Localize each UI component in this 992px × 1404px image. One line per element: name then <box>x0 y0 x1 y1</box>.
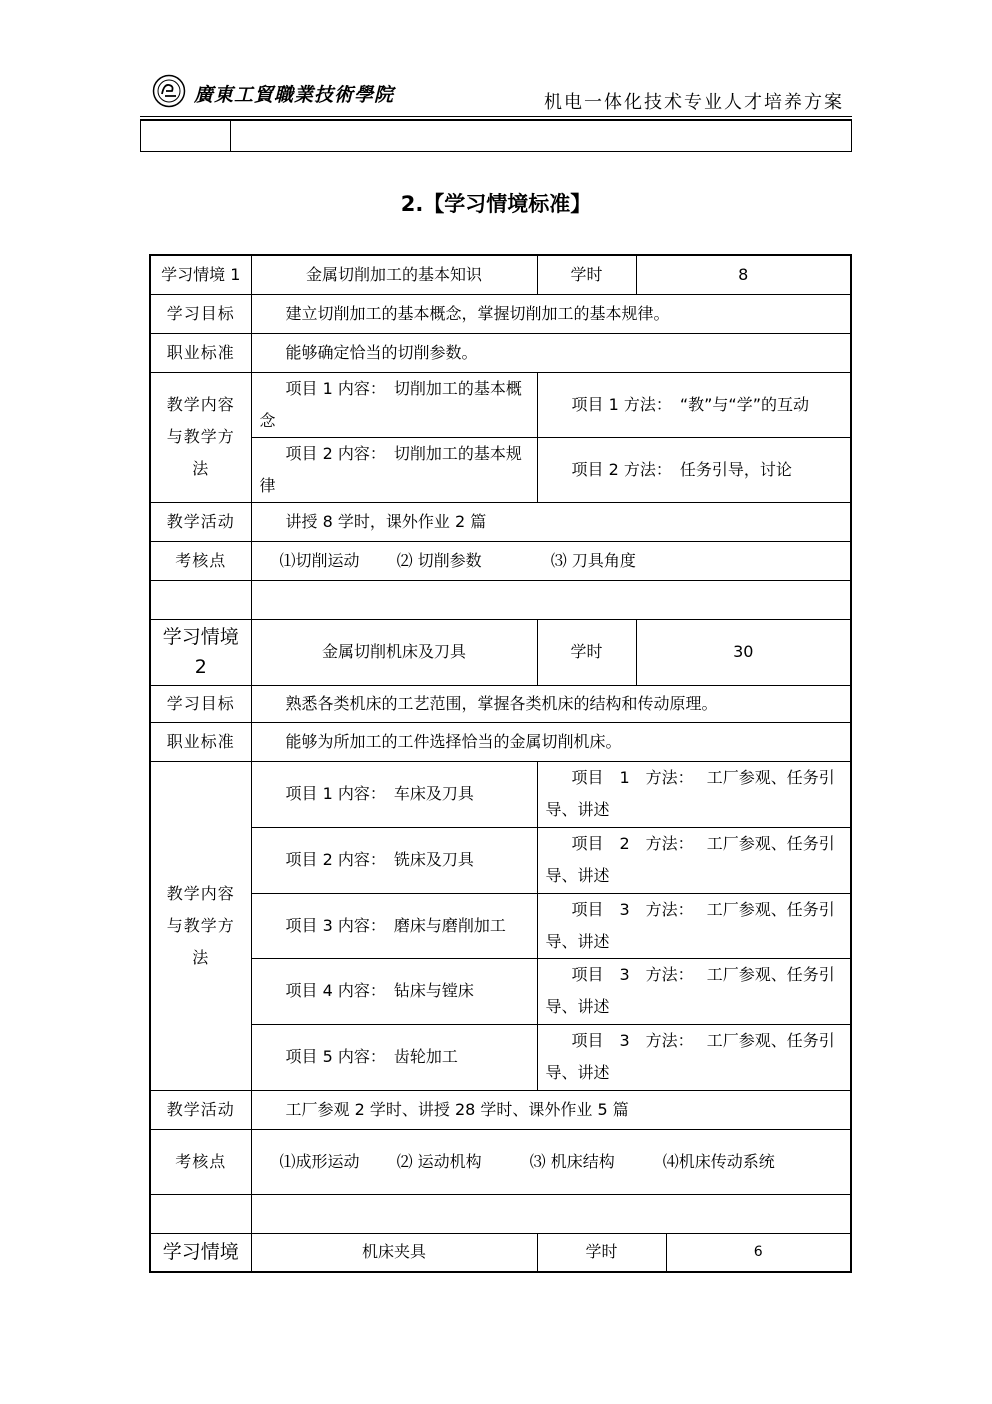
project-content: 项目 3 内容： 磨床与磨削加工 <box>251 893 537 958</box>
row-label: 教学活动 <box>150 502 251 541</box>
table-row <box>150 1233 851 1272</box>
section-title: 2.【学习情境标准】 <box>400 192 592 216</box>
project-content: 项目 5 内容： 齿轮加工 <box>251 1024 537 1090</box>
header-rule <box>140 116 852 117</box>
project-content: 项目 2 内容： 铣床及刀具 <box>251 827 537 893</box>
table-row <box>150 255 851 294</box>
row-label: 教学活动 <box>150 1090 251 1129</box>
objective-text: 熟悉各类机床的工艺范围，掌握各类机床的结构和传动原理。 <box>251 685 851 722</box>
row-label: 教学内容与教学方法 <box>150 372 251 502</box>
standard-text: 能够确定恰当的切削参数。 <box>251 333 851 372</box>
table-row <box>150 761 851 827</box>
row-label: 职业标准 <box>150 722 251 761</box>
table-row <box>150 437 851 502</box>
hours-label: 学时 <box>537 1233 666 1272</box>
table-row <box>150 958 851 1024</box>
situation-name: 金属切削机床及刀具 <box>251 619 537 685</box>
learning-situation-table <box>149 254 852 1273</box>
hours-value: 8 <box>636 255 851 294</box>
hours-label: 学时 <box>537 619 636 685</box>
assessment-text: ⑴成形运动 ⑵ 运动机构 ⑶ 机床结构 ⑷机床传动系统 <box>251 1129 851 1194</box>
project-method: 项目 2 方法： 任务引导，讨论 <box>537 437 851 502</box>
project-content: 项目 4 内容： 钻床与镗床 <box>251 958 537 1024</box>
hours-value: 6 <box>666 1233 851 1272</box>
previous-table-fragment <box>140 120 852 152</box>
table-row <box>150 685 851 722</box>
project-content: 项目 1 内容： 车床及刀具 <box>251 761 537 827</box>
table-row <box>150 541 851 580</box>
row-label: 教学内容与教学方法 <box>150 761 251 1090</box>
situation-label: 学习情境 1 <box>150 255 251 294</box>
table-row <box>150 502 851 541</box>
assessment-text: ⑴切削运动 ⑵ 切削参数 ⑶ 刀具角度 <box>251 541 851 580</box>
row-label: 职业标准 <box>150 333 251 372</box>
row-label: 学习目标 <box>150 294 251 333</box>
table-row <box>150 722 851 761</box>
project-method: 项目 3 方法： 工厂参观、任务引导、讲述 <box>537 1024 851 1090</box>
table-row <box>150 619 851 685</box>
school-logo-icon <box>152 74 186 108</box>
situation-label: 学习情境 <box>150 1233 251 1272</box>
table-row <box>150 294 851 333</box>
table-row <box>150 333 851 372</box>
document-title: 机电一体化技术专业人才培养方案 <box>544 92 844 113</box>
situation-name: 金属切削加工的基本知识 <box>251 255 537 294</box>
project-method: 项目 1 方法： 工厂参观、任务引导、讲述 <box>537 761 851 827</box>
row-label: 考核点 <box>150 541 251 580</box>
project-content: 项目 2 内容： 切削加工的基本规律 <box>251 437 537 502</box>
table-row <box>150 1024 851 1090</box>
hours-label: 学时 <box>537 255 636 294</box>
hours-value: 30 <box>636 619 851 685</box>
table-row <box>150 893 851 958</box>
table-row <box>150 580 851 619</box>
activity-text: 讲授 8 学时，课外作业 2 篇 <box>251 502 851 541</box>
objective-text: 建立切削加工的基本概念，掌握切削加工的基本规律。 <box>251 294 851 333</box>
table-row <box>150 372 851 437</box>
table-row <box>150 1194 851 1233</box>
project-content: 项目 1 内容： 切削加工的基本概念 <box>251 372 537 437</box>
row-label: 学习目标 <box>150 685 251 722</box>
situation-label: 学习情境 2 <box>150 619 251 685</box>
situation-name: 机床夹具 <box>251 1233 537 1272</box>
table-row <box>150 1129 851 1194</box>
table-row <box>150 827 851 893</box>
school-name: 廣東工貿職業技術學院 <box>194 84 395 106</box>
standard-text: 能够为所加工的工件选择恰当的金属切削机床。 <box>251 722 851 761</box>
table-row <box>150 1090 851 1129</box>
project-method: 项目 2 方法： 工厂参观、任务引导、讲述 <box>537 827 851 893</box>
project-method: 项目 3 方法： 工厂参观、任务引导、讲述 <box>537 893 851 958</box>
project-method: 项目 3 方法： 工厂参观、任务引导、讲述 <box>537 958 851 1024</box>
activity-text: 工厂参观 2 学时、讲授 28 学时、课外作业 5 篇 <box>251 1090 851 1129</box>
row-label: 考核点 <box>150 1129 251 1194</box>
project-method: 项目 1 方法： “教”与“学”的互动 <box>537 372 851 437</box>
